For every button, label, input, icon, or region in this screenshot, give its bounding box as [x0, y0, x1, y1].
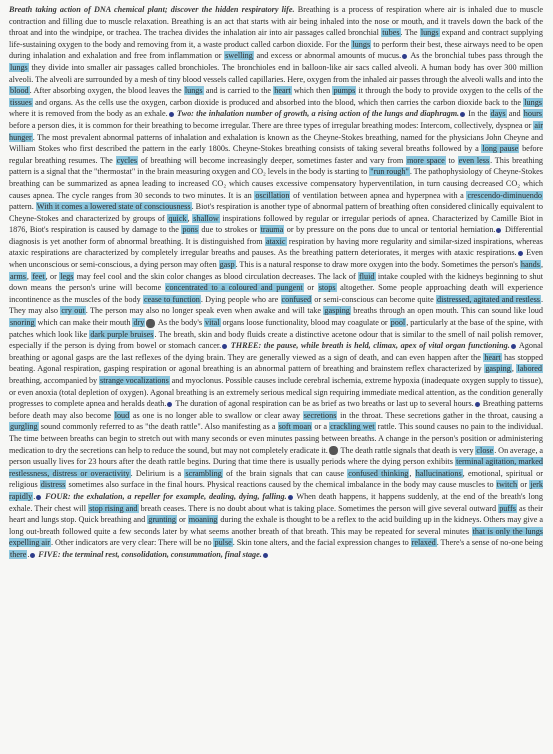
highlighted-phrase: gasping: [485, 364, 511, 374]
highlighted-phrase: "run rough": [370, 167, 409, 177]
highlighted-phrase: feet: [32, 271, 45, 281]
highlighted-phrase: strange vocalizations: [100, 376, 169, 385]
annotation-dot-icon: [169, 112, 174, 117]
highlighted-phrase: oscillation: [255, 190, 290, 200]
body-text: ,: [187, 213, 193, 223]
section-caption: Two: the inhalation number of growth, a rising action of the lungs and diaphragm.: [174, 109, 460, 119]
highlighted-phrase: trauma: [260, 225, 284, 235]
body-text: of breathing will become increasingly deeper, sometimes faster and vary from: [138, 155, 406, 165]
annotation-dot-icon: [167, 402, 172, 407]
highlighted-phrase: cycles: [116, 155, 138, 165]
highlighted-phrase: relaxed: [411, 538, 436, 548]
highlighted-phrase: gasp: [219, 260, 235, 270]
body-text: . They may also: [9, 294, 544, 316]
body-text: and is carried to the: [203, 86, 274, 96]
body-text: and organs. As the cells use the oxygen, carbon dioxide is produced and absorbed into the blood, which then carries the carbon dioxide back to the: [32, 97, 524, 107]
highlighted-phrase: there: [10, 549, 27, 559]
highlighted-phrase: confused thinking: [348, 468, 409, 478]
body-text: . Delirium is a: [130, 468, 185, 478]
highlighted-phrase: hands: [520, 260, 540, 270]
body-text: .: [33, 491, 36, 501]
body-text: altogether. Some people approaching death will experience incontinence as the muscles of the body: [9, 283, 543, 304]
body-text: Agonal breathing or agonal gasps are the last reflexes of the dying brain. They are generally viewed as a sign of death, and can even happen after the: [9, 341, 543, 362]
body-text: . The person may also no longer speak even when awake and will take: [85, 306, 324, 316]
annotation-dot-icon: [460, 112, 465, 117]
highlighted-phrase: moaning: [188, 515, 218, 525]
annotation-dot-icon: [496, 228, 501, 233]
highlighted-phrase: cry out: [61, 306, 85, 316]
highlighted-phrase: dark purple bruises: [90, 329, 154, 339]
highlighted-phrase: gurgling: [10, 422, 38, 432]
section-caption: Breath taking action of DNA chemical plant; discover the hidden respiratory life.: [9, 5, 295, 14]
highlighted-phrase: swelling: [225, 51, 253, 61]
body-text: or semi-conscious can become quite: [312, 294, 437, 304]
body-text: may feel cool and the skin color changes as blood circulation decreases. The lack of: [74, 271, 359, 281]
body-text: they divide into smaller air passages called bronchioles. The bronchioles end in balloon-like air sacs called alveoli. A human body has over 300 million alveoli. The alveoli are surrounded by a mesh of tiny blood vessels called capillaries. Here, oxygen from the inhaled air passes through the alveoli walls and into the: [9, 62, 543, 84]
body-text: Breathing patterns before death may also become: [9, 399, 543, 420]
annotation-dot-icon: [36, 495, 41, 500]
body-text: . The: [400, 28, 420, 38]
document-body: [9, 4, 543, 561]
highlighted-phrase: shallow: [193, 213, 219, 223]
body-text: . There's a sense of no-one being: [436, 538, 543, 548]
highlighted-phrase: hours: [523, 109, 542, 119]
highlighted-phrase: days: [490, 109, 506, 119]
body-text: breaths through an open mouth. This can sound like loud: [350, 306, 543, 316]
highlighted-phrase: lungs: [184, 86, 203, 96]
highlighted-phrase: gasping: [324, 306, 350, 316]
body-text: ,: [511, 364, 517, 374]
body-text: As the body's: [156, 318, 204, 328]
highlighted-phrase: cease to function: [143, 294, 200, 304]
annotation-dot-icon: [30, 553, 35, 558]
highlighted-phrase: distressed, agitated and restless: [437, 294, 540, 304]
body-text: before a person dies, it is common for their breathing to become irregular. There are three types of irregular breathing modes: Intercom, collectively, dyspnea or: [9, 120, 534, 130]
body-text: ,: [540, 260, 543, 270]
body-text: , or: [45, 271, 60, 281]
body-text: during the exhale is thought to be a reflex to the acid building up in the kidneys. Others may give a long out-breath followed quite a few seconds later by what seems another breath of that breath. This may be repeated for several minutes: [9, 515, 543, 536]
annotation-dot-icon: [475, 402, 480, 407]
highlighted-phrase: long pause: [482, 144, 519, 154]
body-text: inspirations followed by regular or irregular periods of apnea. Characterized by Camille Biot in 1876, Biot's respiration is caused by damage to the: [9, 213, 543, 235]
body-text: in the throat. These secretions gather in the throat, causing a: [337, 410, 543, 420]
highlighted-phrase: blood: [10, 86, 29, 96]
highlighted-phrase: scrambling: [185, 468, 222, 478]
section-caption: THREE: the pause, while breath is held, climax, apex of vital organ functioning.: [228, 341, 510, 351]
highlighted-phrase: more space: [407, 155, 445, 165]
body-text: . Biot's respiration is another type of abnormal pattern of breathing often considered clinically equivalent to Cheyne-Stokes and characterized by groups of: [9, 202, 543, 223]
body-text: . Skin tone alters, and the facial expression changes to: [232, 538, 411, 548]
highlighted-phrase: tissues: [10, 97, 32, 107]
body-text: sometimes also surface in the final hours. Physical reactions caused by the chemical imbalance in the body may cause muscles to: [66, 480, 496, 490]
body-text: or a: [312, 422, 330, 432]
highlighted-phrase: lungs: [420, 28, 439, 38]
body-text: to perform their best, these airways need to be open during inhalation and exhalation and free from inflammation or: [9, 39, 544, 61]
highlighted-phrase: lungs: [524, 97, 542, 107]
body-text: and: [506, 109, 523, 119]
highlighted-phrase: pons: [182, 225, 198, 235]
body-text: Differential diagnosis is yet another form of abnormal breathing. It is distinguished from: [9, 225, 544, 246]
highlighted-phrase: stops: [318, 283, 336, 293]
highlighted-phrase: labored: [517, 364, 542, 374]
body-text: as their heart and lungs stop. Quick breathing and: [9, 503, 543, 525]
body-text: . This is a natural response to draw more oxygen into the body. Sometimes the person's: [235, 260, 520, 270]
annotation-dot-icon: [222, 344, 227, 349]
body-text: As the bronchial tubes pass through the: [408, 51, 543, 61]
body-text: to: [445, 155, 458, 165]
highlighted-phrase: even less: [458, 155, 490, 165]
body-text: . Other indicators are very clear: There will be no: [51, 538, 214, 548]
highlighted-phrase: arms: [10, 271, 26, 281]
highlighted-phrase: fluid: [359, 271, 375, 281]
body-text: . The breath, skin and body fluids create a distinctive acetone odour that is similar to the smell of nail polish remover, especially if the person is dying from bowel or stomach cancer.: [9, 329, 543, 351]
highlighted-phrase: lungs: [352, 39, 371, 49]
ink-blot-icon: [329, 446, 338, 455]
body-text: , particularly at the base of the spine, with patches which look like: [9, 318, 543, 339]
body-text: . Dying people who are: [200, 294, 281, 304]
annotation-dot-icon: [518, 251, 523, 256]
highlighted-phrase: air hunger: [9, 120, 543, 142]
highlighted-phrase: lungs: [10, 62, 28, 72]
body-text: or by pressure on the pons due to uncal or tentorial herniation.: [284, 225, 496, 235]
body-text: The death rattle signals that death is very: [338, 445, 476, 455]
highlighted-phrase: jerk rapidly: [9, 480, 543, 501]
highlighted-phrase: twitch: [496, 480, 518, 490]
body-text: due to strokes or: [198, 225, 260, 235]
body-text: When death happens, it happens suddenly, at the end of the breath's long exhale. Their chest will: [9, 491, 543, 513]
body-text: which can make their mouth: [35, 318, 133, 328]
highlighted-phrase: terminal agitation, marked restlessness, distress or overactivity: [9, 457, 543, 478]
body-text: breathing, accompanied by: [9, 376, 100, 385]
body-text: of ventilation between apnea and hyperpnea with a: [290, 190, 467, 200]
highlighted-phrase: loud: [114, 410, 130, 420]
highlighted-phrase: confused: [281, 294, 312, 304]
highlighted-phrase: crackling wet: [330, 422, 375, 432]
body-text: of the brain signals that can cause: [222, 468, 348, 478]
section-caption: FIVE: the terminal rest, consolidation, consummation, final stage.: [36, 549, 262, 559]
body-text: ,: [26, 271, 32, 281]
section-caption: FOUR: the exhalation, a repeller for example, dealing, dying, falling.: [42, 491, 287, 501]
highlighted-phrase: legs: [60, 271, 74, 281]
body-text: it through the body to provide oxygen to the cells of the: [356, 86, 543, 96]
highlighted-phrase: pool: [390, 318, 406, 328]
body-text: or: [176, 515, 188, 525]
highlighted-phrase: With it comes a lowered state of consciousness: [36, 202, 191, 212]
highlighted-phrase: stop rising and: [89, 503, 138, 513]
body-text: or: [518, 480, 530, 490]
annotation-dot-icon: [511, 344, 516, 349]
body-text: and excess or abnormal amounts of mucus.: [253, 51, 402, 61]
body-text: which then: [291, 86, 333, 96]
highlighted-phrase: heart: [484, 352, 501, 362]
highlighted-phrase: dry: [133, 318, 145, 328]
body-text: . The pathophysiology of Cheyne-Stokes breathing can be summarized as apnea leading to increased CO₂ which causes excessive compensatory hyperventilation, in turn causing decreased CO₂ which causes apnea. The cycle ranges from 30 seconds to two minutes. It is an: [9, 167, 543, 200]
body-text: , emotional, spiritual or religious: [9, 468, 543, 490]
body-text: and myoclonus. Possible causes include cerebral ischemia, extreme hypoxia (inadequate oxygen supply to tissue), or even anoxia (total depletion of oxygen). Agonal breathing is an extremely serious medical sign requiring immediate medical attention, as the condition generally progresses to complete apnea and heralds death.: [9, 376, 543, 409]
highlighted-phrase: tubes: [382, 28, 400, 38]
body-text: . After absorbing oxygen, the blood leaves the: [29, 86, 184, 96]
body-text: ,: [409, 468, 415, 478]
highlighted-phrase: distress: [40, 480, 66, 490]
body-text: In the: [466, 109, 490, 119]
highlighted-phrase: crescendo-diminuendo: [467, 190, 543, 200]
body-text: breath ceases. There is no doubt about what is taking place. Sometimes the person will give several outward: [138, 503, 499, 513]
ink-blot-icon: [146, 319, 155, 328]
highlighted-phrase: ataxic: [266, 236, 286, 246]
body-text: rattle. This sound causes no pain to the individual. The time between breaths can begin to stretch out with many seconds or even minutes passing between breaths. A change in the person's position or administering medication to dry the secretions can help to reduce the sound, but may not completely eradicate it.: [9, 422, 544, 455]
body-text: intake coupled with the kidneys beginning to shut down means the person's urine will become: [9, 271, 544, 293]
body-text: . On average, a person usually lives for 23 hours after the death rattle begins. During that time there is usually periods where the dying person exhibits: [9, 445, 543, 467]
highlighted-phrase: pulse: [214, 538, 232, 548]
body-text: organs loose functionality, blood may coagulate or: [220, 318, 390, 328]
body-text: has stopped beating. Agonal respiration, gasping respiration or agonal breathing is an abnormal pattern of breathing and brainstem reflex characterized by: [9, 352, 544, 374]
highlighted-phrase: close: [476, 445, 494, 455]
highlighted-phrase: soft moan: [278, 422, 312, 432]
highlighted-phrase: heart: [274, 86, 291, 96]
body-text: before regular breathing resumes. The: [9, 144, 543, 165]
highlighted-phrase: that is only the lungs expelling air: [9, 526, 543, 548]
body-text: sound commonly referred to as "the death rattle". Also manifesting as a: [38, 422, 278, 432]
highlighted-phrase: puffs: [499, 503, 516, 513]
body-text: Even when unconscious or semi-conscious, a dying person may often: [9, 248, 543, 270]
body-text: Breathing is a process of respiration where air is inhaled due to muscle contraction and filling due to muscle relaxation. Breathing is an act that starts with air being inhaled into the nose or mouth, and it travels down the back of the throat and into the windpipe, or trachea. The trachea divides the inhalation air into air passages called bronchial: [9, 5, 543, 38]
body-text: expand and contract supplying life-sustaining oxygen to the body and removing from it, a waste product called carbon dioxide. For the: [9, 28, 543, 49]
body-text: . This breathing pattern is a signal that the "thermostat" in the brain measuring oxygen and CO₂ levels in the body is starting to: [9, 155, 544, 177]
body-text: respiration by having more regularity and similar-sized inspirations, whereas ataxic respirations are characterized by completely irregular breaths and pauses. As the breathing pattern deteriorates, it merges with ataxic respirations.: [9, 236, 543, 258]
highlighted-phrase: secretions: [303, 410, 337, 420]
highlighted-phrase: grunting: [148, 515, 176, 525]
highlighted-phrase: vital: [205, 318, 220, 328]
highlighted-phrase: snoring: [10, 318, 35, 328]
body-text: The duration of agonal respiration can be as brief as two breaths or last up to several hours.: [173, 399, 474, 409]
highlighted-phrase: pumps: [333, 86, 356, 96]
body-text: or: [303, 283, 318, 293]
annotation-dot-icon: [402, 54, 407, 59]
highlighted-phrase: hallucinations: [415, 468, 462, 478]
annotation-dot-icon: [263, 553, 268, 558]
body-text: as one is no longer able to swallow or clear away: [130, 410, 303, 420]
highlighted-phrase: concentrated to a coloured and pungent: [165, 283, 303, 293]
highlighted-phrase: quick: [168, 213, 187, 223]
body-text: where it is removed from the body as an exhale.: [9, 109, 168, 119]
body-text: pattern.: [9, 202, 36, 212]
body-text: . The most prevalent abnormal patterns of inhalation and exhalation is known as the Cheyne-Stokes breathing, named for the physicians John Cheyne and William Stokes who first described the pattern in the early 1800s. Cheyne-Stokes breathing consists of taking several breaths followed by a: [9, 132, 543, 154]
annotation-dot-icon: [288, 495, 293, 500]
body-text: .: [27, 549, 30, 559]
